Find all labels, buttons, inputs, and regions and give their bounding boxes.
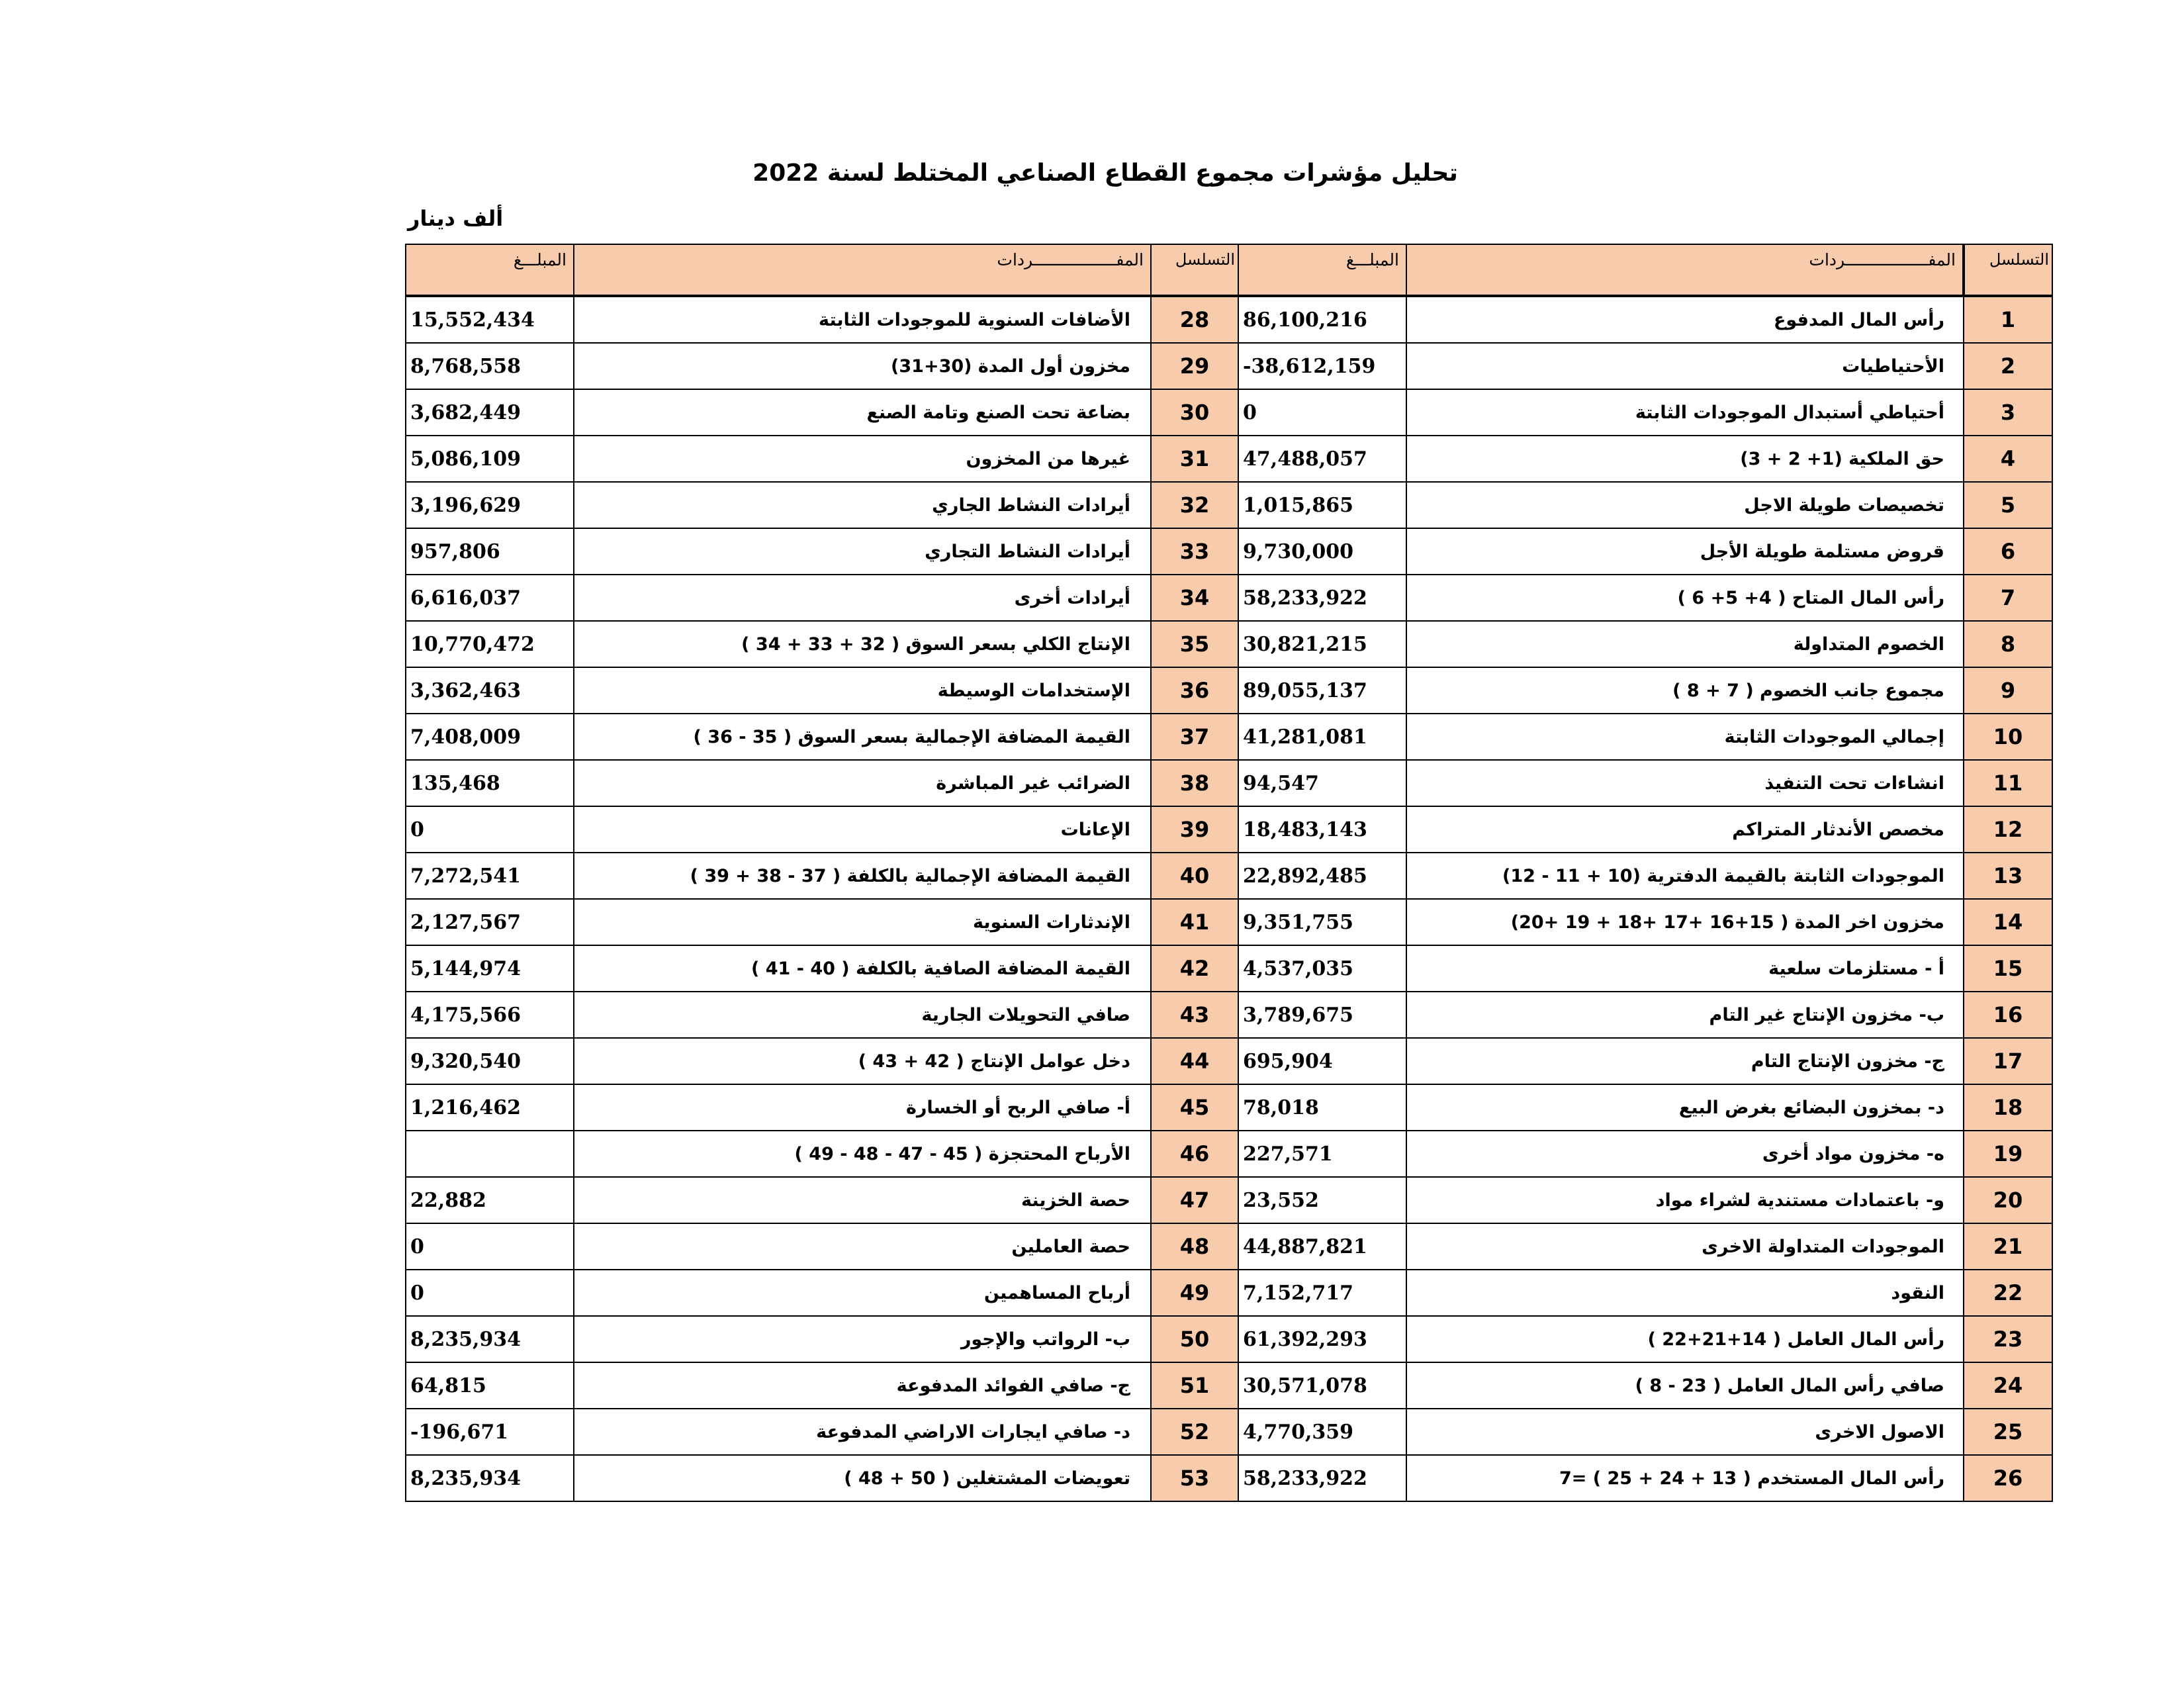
cell-amount-left: 0 (406, 1270, 574, 1316)
cell-seq-right: 3 (1964, 389, 2052, 436)
cell-seq-right: 24 (1964, 1362, 2052, 1409)
table-row (406, 806, 2052, 853)
cell-amount-right: 1,015,865 (1238, 482, 1406, 528)
cell-seq-right: 8 (1964, 621, 2052, 667)
cell-item-right: صافي رأس المال العامل ( 23 - 8 ) (1406, 1362, 1964, 1409)
cell-amount-left: -196,671 (406, 1409, 574, 1455)
cell-amount-right: 86,100,216 (1238, 296, 1406, 343)
cell-amount-right: 4,537,035 (1238, 945, 1406, 992)
cell-amount-right: 0 (1238, 389, 1406, 436)
cell-amount-left: 957,806 (406, 528, 574, 575)
cell-amount-left: 8,768,558 (406, 343, 574, 389)
cell-item-left: د- صافي ايجارات الاراضي المدفوعة (574, 1409, 1151, 1455)
table-row (406, 1409, 2052, 1455)
cell-seq-left: 37 (1151, 714, 1238, 760)
cell-seq-right: 5 (1964, 482, 2052, 528)
cell-amount-right: 41,281,081 (1238, 714, 1406, 760)
cell-item-right: الاصول الاخرى (1406, 1409, 1964, 1455)
table-row (406, 389, 2052, 436)
cell-seq-right: 15 (1964, 945, 2052, 992)
cell-seq-left: 52 (1151, 1409, 1238, 1455)
table-row (406, 1177, 2052, 1223)
table-row (406, 899, 2052, 945)
table-row (406, 992, 2052, 1038)
table-row (406, 853, 2052, 899)
header-seq-right: التسلسل (1964, 244, 2052, 296)
cell-amount-left: 0 (406, 1223, 574, 1270)
cell-item-left: مخزون أول المدة (30+31) (574, 343, 1151, 389)
cell-item-right: قروض مستلمة طويلة الأجل (1406, 528, 1964, 575)
cell-amount-right: 7,152,717 (1238, 1270, 1406, 1316)
cell-seq-right: 4 (1964, 436, 2052, 482)
cell-amount-right: 18,483,143 (1238, 806, 1406, 853)
cell-seq-left: 53 (1151, 1455, 1238, 1501)
cell-amount-right: 4,770,359 (1238, 1409, 1406, 1455)
table-row (406, 296, 2052, 343)
cell-item-right: الموجودات المتداولة الاخرى (1406, 1223, 1964, 1270)
cell-seq-left: 32 (1151, 482, 1238, 528)
cell-seq-right: 21 (1964, 1223, 2052, 1270)
cell-amount-right: 3,789,675 (1238, 992, 1406, 1038)
cell-amount-left: 0 (406, 806, 574, 853)
cell-item-right: النقود (1406, 1270, 1964, 1316)
cell-item-left: بضاعة تحت الصنع وتامة الصنع (574, 389, 1151, 436)
cell-amount-left: 3,682,449 (406, 389, 574, 436)
cell-seq-left: 36 (1151, 667, 1238, 714)
cell-seq-right: 23 (1964, 1316, 2052, 1362)
cell-amount-left: 2,127,567 (406, 899, 574, 945)
currency-unit-label: ألف دينار (408, 206, 504, 231)
cell-item-right: تخصيصات طويلة الاجل (1406, 482, 1964, 528)
cell-seq-left: 34 (1151, 575, 1238, 621)
cell-seq-left: 42 (1151, 945, 1238, 992)
cell-item-right: مجموع جانب الخصوم ( 7 + 8 ) (1406, 667, 1964, 714)
cell-seq-left: 46 (1151, 1131, 1238, 1177)
cell-amount-right: 22,892,485 (1238, 853, 1406, 899)
cell-seq-right: 11 (1964, 760, 2052, 806)
cell-item-left: غيرها من المخزون (574, 436, 1151, 482)
cell-seq-right: 22 (1964, 1270, 2052, 1316)
cell-item-left: القيمة المضافة الإجمالية بسعر السوق ( 35 - 36 ) (574, 714, 1151, 760)
cell-item-left: حصة الخزينة (574, 1177, 1151, 1223)
cell-item-right: د- بمخزون البضائع بغرض البيع (1406, 1084, 1964, 1131)
header-item-left: المفـــــــــــــــــردات (574, 244, 1151, 296)
cell-amount-left: 135,468 (406, 760, 574, 806)
cell-item-right: أحتياطي أستبدال الموجودات الثابتة (1406, 389, 1964, 436)
cell-seq-left: 29 (1151, 343, 1238, 389)
cell-seq-right: 6 (1964, 528, 2052, 575)
table-row (406, 1223, 2052, 1270)
cell-item-right: ب- مخزون الإنتاج غير التام (1406, 992, 1964, 1038)
cell-amount-left: 7,408,009 (406, 714, 574, 760)
table-row (406, 436, 2052, 482)
cell-seq-right: 17 (1964, 1038, 2052, 1084)
cell-item-right: إجمالي الموجودات الثابتة (1406, 714, 1964, 760)
cell-item-left: أيرادات النشاط التجاري (574, 528, 1151, 575)
table-row (406, 667, 2052, 714)
cell-item-left: القيمة المضافة الصافية بالكلفة ( 40 - 41 ) (574, 945, 1151, 992)
cell-amount-right: 89,055,137 (1238, 667, 1406, 714)
cell-item-right: ج- مخزون الإنتاج التام (1406, 1038, 1964, 1084)
cell-amount-left: 15,552,434 (406, 296, 574, 343)
cell-seq-left: 48 (1151, 1223, 1238, 1270)
cell-item-right: الأحتياطيات (1406, 343, 1964, 389)
cell-seq-right: 16 (1964, 992, 2052, 1038)
cell-seq-left: 50 (1151, 1316, 1238, 1362)
cell-seq-right: 7 (1964, 575, 2052, 621)
cell-seq-right: 19 (1964, 1131, 2052, 1177)
cell-amount-left: 3,196,629 (406, 482, 574, 528)
cell-amount-right: 23,552 (1238, 1177, 1406, 1223)
cell-item-right: أ - مستلزمات سلعية (1406, 945, 1964, 992)
cell-item-left: الضرائب غير المباشرة (574, 760, 1151, 806)
table-row (406, 575, 2052, 621)
cell-amount-right: -38,612,159 (1238, 343, 1406, 389)
cell-amount-left: 8,235,934 (406, 1316, 574, 1362)
cell-amount-right: 58,233,922 (1238, 575, 1406, 621)
table-row (406, 1084, 2052, 1131)
cell-item-left: ب- الرواتب والإجور (574, 1316, 1151, 1362)
cell-seq-left: 41 (1151, 899, 1238, 945)
cell-item-left: أيرادات النشاط الجاري (574, 482, 1151, 528)
cell-item-left: الأضافات السنوية للموجودات الثابتة (574, 296, 1151, 343)
table-row (406, 1270, 2052, 1316)
cell-item-right: الموجودات الثابتة بالقيمة الدفترية (10 + 11 - 12) (1406, 853, 1964, 899)
cell-seq-right: 25 (1964, 1409, 2052, 1455)
cell-item-right: الخصوم المتداولة (1406, 621, 1964, 667)
cell-item-left: أ- صافي الربح أو الخسارة (574, 1084, 1151, 1131)
cell-item-left: الإندثارات السنوية (574, 899, 1151, 945)
header-seq-left: التسلسل (1151, 244, 1238, 296)
cell-item-right: انشاءات تحت التنفيذ (1406, 760, 1964, 806)
cell-item-left: حصة العاملين (574, 1223, 1151, 1270)
header-amount-right: المبلـــغ (1238, 244, 1406, 296)
cell-amount-right: 695,904 (1238, 1038, 1406, 1084)
table-row (406, 945, 2052, 992)
cell-amount-left: 9,320,540 (406, 1038, 574, 1084)
cell-amount-left: 7,272,541 (406, 853, 574, 899)
cell-seq-left: 51 (1151, 1362, 1238, 1409)
cell-amount-left: 5,144,974 (406, 945, 574, 992)
cell-item-left: الأرباح المحتجزة ( 45 - 47 - 48 - 49 ) (574, 1131, 1151, 1177)
cell-seq-right: 13 (1964, 853, 2052, 899)
cell-seq-right: 14 (1964, 899, 2052, 945)
cell-amount-left: 4,175,566 (406, 992, 574, 1038)
cell-item-right: حق الملكية (1+ 2 + 3) (1406, 436, 1964, 482)
cell-amount-right: 44,887,821 (1238, 1223, 1406, 1270)
cell-seq-right: 12 (1964, 806, 2052, 853)
cell-amount-left: 22,882 (406, 1177, 574, 1223)
cell-amount-right: 9,730,000 (1238, 528, 1406, 575)
table-row (406, 714, 2052, 760)
cell-seq-left: 40 (1151, 853, 1238, 899)
cell-amount-right: 94,547 (1238, 760, 1406, 806)
table-row (406, 1455, 2052, 1501)
cell-item-left: الإستخدامات الوسيطة (574, 667, 1151, 714)
cell-amount-left: 6,616,037 (406, 575, 574, 621)
cell-seq-right: 10 (1964, 714, 2052, 760)
cell-item-right: مخزون اخر المدة ( 15+16 +17 +18 + 19 +20) (1406, 899, 1964, 945)
cell-amount-left: 64,815 (406, 1362, 574, 1409)
header-item-right: المفـــــــــــــــــردات (1406, 244, 1964, 296)
table-row (406, 621, 2052, 667)
cell-seq-right: 1 (1964, 296, 2052, 343)
cell-seq-left: 28 (1151, 296, 1238, 343)
cell-seq-left: 45 (1151, 1084, 1238, 1131)
cell-amount-right: 58,233,922 (1238, 1455, 1406, 1501)
cell-seq-left: 35 (1151, 621, 1238, 667)
cell-seq-right: 18 (1964, 1084, 2052, 1131)
cell-seq-left: 30 (1151, 389, 1238, 436)
header-amount-left: المبلـــغ (406, 244, 574, 296)
cell-seq-right: 9 (1964, 667, 2052, 714)
cell-amount-left: 5,086,109 (406, 436, 574, 482)
cell-amount-left (406, 1131, 574, 1177)
table-row (406, 343, 2052, 389)
cell-amount-right: 78,018 (1238, 1084, 1406, 1131)
cell-amount-right: 227,571 (1238, 1131, 1406, 1177)
cell-amount-right: 30,571,078 (1238, 1362, 1406, 1409)
cell-seq-right: 26 (1964, 1455, 2052, 1501)
table-row (406, 482, 2052, 528)
cell-amount-left: 8,235,934 (406, 1455, 574, 1501)
cell-item-left: صافي التحويلات الجارية (574, 992, 1151, 1038)
cell-item-right: رأس المال المدفوع (1406, 296, 1964, 343)
cell-item-right: و- باعتمادات مستندية لشراء مواد (1406, 1177, 1964, 1223)
cell-seq-left: 38 (1151, 760, 1238, 806)
cell-amount-right: 61,392,293 (1238, 1316, 1406, 1362)
cell-seq-left: 47 (1151, 1177, 1238, 1223)
cell-item-left: أرباح المساهمين (574, 1270, 1151, 1316)
cell-item-right: رأس المال المستخدم ( 13 + 24 + 25 ) =7 (1406, 1455, 1964, 1501)
cell-item-right: مخصص الأندثار المتراكم (1406, 806, 1964, 853)
cell-item-left: أيرادات أخرى (574, 575, 1151, 621)
cell-seq-right: 20 (1964, 1177, 2052, 1223)
cell-amount-left: 10,770,472 (406, 621, 574, 667)
table-row (406, 760, 2052, 806)
cell-amount-left: 3,362,463 (406, 667, 574, 714)
report-title: تحليل مؤشرات مجموع القطاع الصناعي المختلط لسنة 2022 (752, 160, 1458, 187)
cell-amount-right: 30,821,215 (1238, 621, 1406, 667)
table-row (406, 1362, 2052, 1409)
cell-item-right: ه- مخزون مواد أخرى (1406, 1131, 1964, 1177)
cell-item-left: الإعانات (574, 806, 1151, 853)
cell-seq-left: 39 (1151, 806, 1238, 853)
cell-item-left: ج- صافي الفوائد المدفوعة (574, 1362, 1151, 1409)
cell-item-left: القيمة المضافة الإجمالية بالكلفة ( 37 - 38 + 39 ) (574, 853, 1151, 899)
cell-seq-left: 44 (1151, 1038, 1238, 1084)
cell-item-right: رأس المال المتاح ( 4+ 5+ 6 ) (1406, 575, 1964, 621)
table-header-row (406, 244, 2052, 296)
cell-item-left: دخل عوامل الإنتاج ( 42 + 43 ) (574, 1038, 1151, 1084)
cell-item-left: الإنتاج الكلي بسعر السوق ( 32 + 33 + 34 ) (574, 621, 1151, 667)
table-row (406, 1316, 2052, 1362)
cell-amount-right: 47,488,057 (1238, 436, 1406, 482)
cell-seq-left: 43 (1151, 992, 1238, 1038)
cell-seq-right: 2 (1964, 343, 2052, 389)
table-row (406, 1131, 2052, 1177)
cell-item-right: رأس المال العامل ( 14+21+22 ) (1406, 1316, 1964, 1362)
cell-seq-left: 31 (1151, 436, 1238, 482)
table-row (406, 1038, 2052, 1084)
table-row (406, 528, 2052, 575)
cell-amount-left: 1,216,462 (406, 1084, 574, 1131)
cell-seq-left: 49 (1151, 1270, 1238, 1316)
cell-item-left: تعويضات المشتغلين ( 50 + 48 ) (574, 1455, 1151, 1501)
cell-seq-left: 33 (1151, 528, 1238, 575)
indicators-table (405, 244, 2053, 1502)
cell-amount-right: 9,351,755 (1238, 899, 1406, 945)
